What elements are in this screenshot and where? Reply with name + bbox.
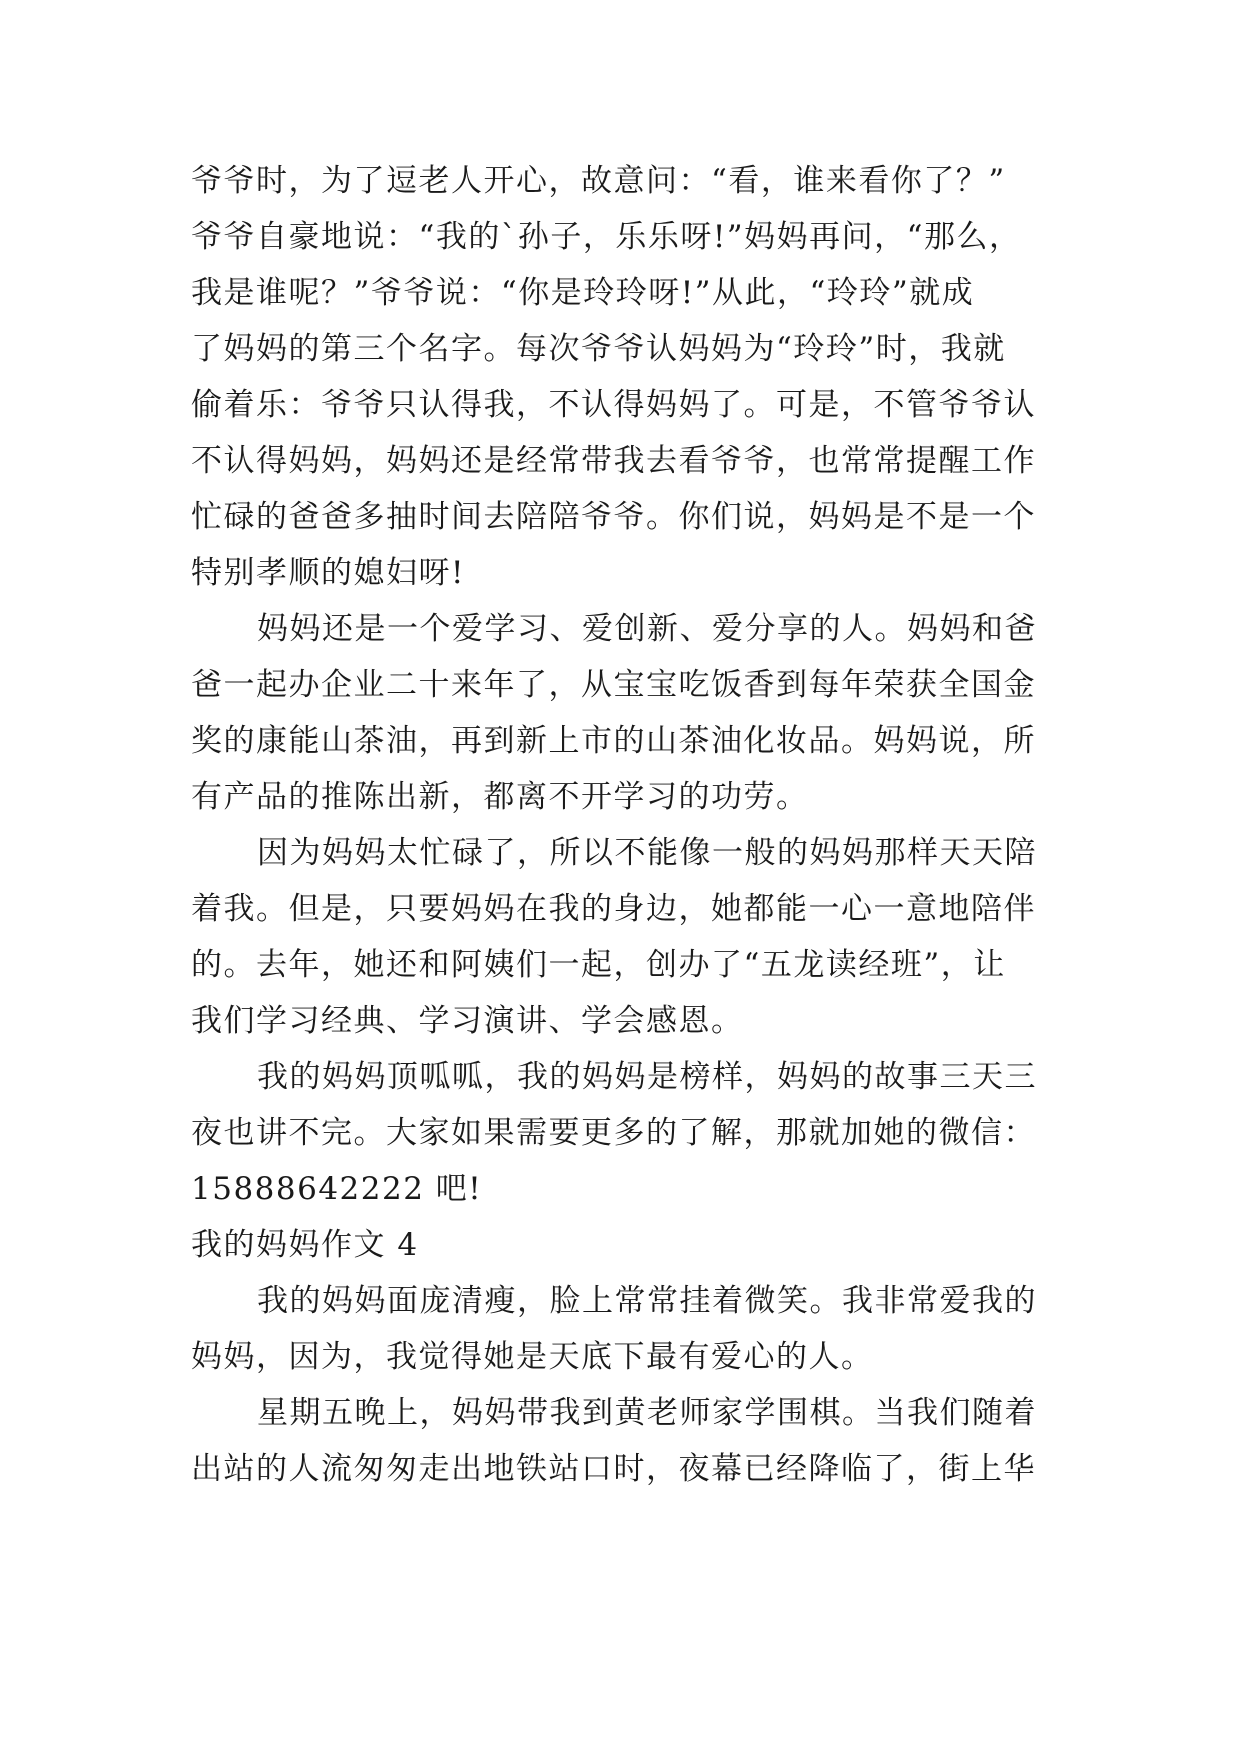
text-line: 爸一起办企业二十来年了，从宝宝吃饭香到每年荣获全国金 bbox=[191, 667, 1036, 703]
paragraph-first-line: 我的妈妈顶呱呱，我的妈妈是榜样，妈妈的故事三天三 bbox=[257, 1059, 1037, 1095]
text-line: 爷爷时，为了逗老人开心，故意问：“看，谁来看你了？” bbox=[191, 163, 1006, 199]
text-line: 忙碌的爸爸多抽时间去陪陪爷爷。你们说，妈妈是不是一个 bbox=[191, 499, 1036, 535]
text-line: 不认得妈妈，妈妈还是经常带我去看爷爷，也常常提醒工作 bbox=[191, 443, 1036, 479]
text-line: 夜也讲不完。大家如果需要更多的了解，那就加她的微信： bbox=[191, 1115, 1036, 1151]
text-line: 我们学习经典、学习演讲、学会感恩。 bbox=[191, 1003, 744, 1039]
text-line: 爷爷自豪地说：“我的`孙子，乐乐呀!”妈妈再问，“那么， bbox=[191, 219, 1022, 255]
text-line: 15888642222 吧! bbox=[191, 1171, 483, 1207]
paragraph-first-line: 星期五晚上，妈妈带我到黄老师家学围棋。当我们随着 bbox=[257, 1395, 1037, 1431]
text-line: 我是谁呢？”爷爷说：“你是玲玲呀!”从此，“玲玲”就成 bbox=[191, 275, 975, 311]
text-line: 有产品的推陈出新，都离不开学习的功劳。 bbox=[191, 779, 809, 815]
text-line: 着我。但是，只要妈妈在我的身边，她都能一心一意地陪伴 bbox=[191, 891, 1036, 927]
section-heading: 我的妈妈作文 4 bbox=[191, 1227, 419, 1263]
text-line: 特别孝顺的媳妇呀! bbox=[191, 555, 465, 591]
text-line: 出站的人流匆匆走出地铁站口时，夜幕已经降临了，街上华 bbox=[191, 1451, 1036, 1487]
text-line: 奖的康能山茶油，再到新上市的山茶油化妆品。妈妈说，所 bbox=[191, 723, 1036, 759]
text-line: 了妈妈的第三个名字。每次爷爷认妈妈为“玲玲”时，我就 bbox=[191, 331, 1006, 367]
text-line: 妈妈，因为，我觉得她是天底下最有爱心的人。 bbox=[191, 1339, 874, 1375]
text-line: 偷着乐：爷爷只认得我，不认得妈妈了。可是，不管爷爷认 bbox=[191, 387, 1036, 423]
text-line: 的。去年，她还和阿姨们一起，创办了“五龙读经班”，让 bbox=[191, 947, 1006, 983]
paragraph-first-line: 妈妈还是一个爱学习、爱创新、爱分享的人。妈妈和爸 bbox=[257, 611, 1037, 647]
paragraph-first-line: 因为妈妈太忙碌了，所以不能像一般的妈妈那样天天陪 bbox=[257, 835, 1037, 871]
paragraph-first-line: 我的妈妈面庞清瘦，脸上常常挂着微笑。我非常爱我的 bbox=[257, 1283, 1037, 1319]
